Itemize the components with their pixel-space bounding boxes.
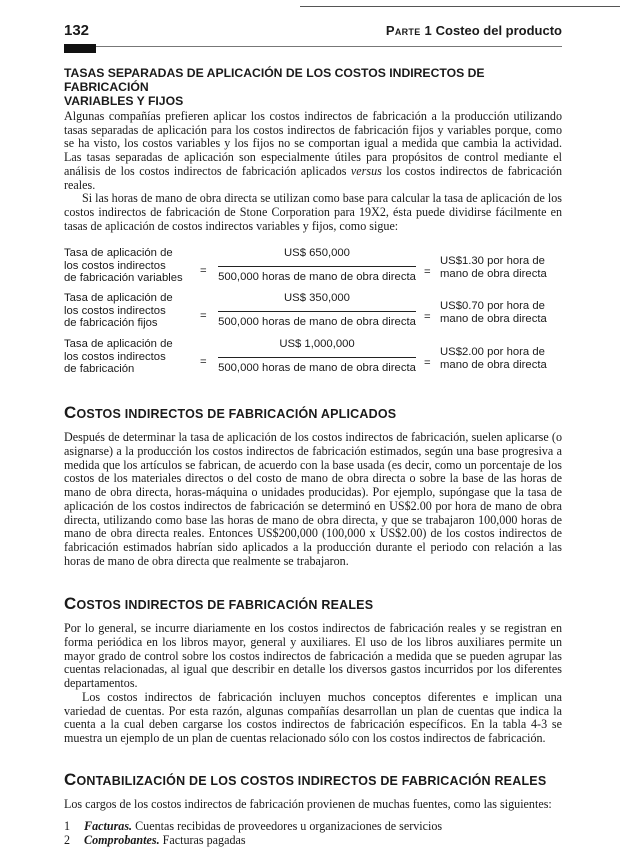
heading-line-1: TASAS SEPARADAS DE APLICACIÓN DE LOS COSTOS INDIRECTOS DE FABRICACIÓN bbox=[64, 66, 485, 94]
section-heading-actual-overhead bbox=[64, 594, 562, 614]
section4-body bbox=[64, 798, 562, 812]
paragraph: Si las horas de mano de obra directa se utilizan como base para calcular la tasa de aplicación de los costos indirectos de fabricación de Stone Corporation para 19X2, ésta puede dividirse fácilmente en tasas de aplicación de costos indirectos variables y fijos, como sigue: bbox=[64, 191, 562, 233]
result-line: US$1.30 por hora de bbox=[440, 255, 545, 268]
equals-sign: = bbox=[200, 265, 207, 278]
fraction-bar bbox=[218, 311, 416, 312]
paragraph: Por lo general, se incurre diariamente en los costos indirectos de fabricación reales y se registran en forma periódica en los libros mayor, general y auxiliares. El uso de los libros auxiliares permite un mayor grado de control sobre los costos indirectos de fabricación a medida que se pueden agrupar las cuentas relacionadas, al igual que describir en detalle los diversos gastos incurridos por los diferentes departamentos. bbox=[64, 621, 562, 691]
denominator: 500,000 horas de mano de obra directa bbox=[218, 271, 416, 284]
list-item bbox=[64, 834, 562, 848]
label-line: Tasa de aplicación de bbox=[64, 292, 173, 305]
rate-row-fixed bbox=[64, 292, 562, 334]
paragraph: Los cargos de los costos indirectos de fabricación provienen de muchas fuentes, como las siguientes: bbox=[64, 796, 552, 811]
paragraph: Los costos indirectos de fabricación incluyen muchos conceptos diferentes e implican una variedad de cuentas. Por esta razón, algunas compañías desarrollan un plan de cuentas que indica la cuenta a la cual deben cargarse los costos indirectos de fabricación específicos. En la tabla 4-3 se muestra un ejemplo de un plan de cuentas relacionado sólo con los costos indirectos de fabricación. bbox=[64, 689, 562, 745]
list-term: Facturas. bbox=[84, 819, 133, 834]
page-header bbox=[64, 22, 562, 44]
heading-initial: C bbox=[64, 594, 77, 614]
numerator: US$ 350,000 bbox=[284, 292, 350, 305]
rate-label bbox=[64, 338, 194, 376]
part-label: Parte 1 bbox=[385, 23, 432, 38]
paragraph bbox=[64, 110, 562, 192]
header-rule bbox=[64, 46, 562, 47]
section1-body bbox=[64, 110, 562, 233]
header-black-block bbox=[64, 44, 96, 53]
fraction bbox=[218, 292, 416, 329]
part-title: Costeo del producto bbox=[435, 23, 562, 38]
fraction bbox=[218, 338, 416, 375]
rate-label bbox=[64, 247, 194, 285]
section-heading-accounting-actual-overhead bbox=[64, 770, 562, 790]
paragraph-text: Algunas compañías prefieren aplicar los costos indirectos de fabricación a la producción utilizando tasas separadas de aplicación para los costos indirectos de fabricación fijos y variables porque, como se ha visto, los costos variables y los fijos no se comportan igual a medida que cambia la actividad. Las tasas separadas de aplicación son especialmente útiles para propósitos de control mediante el análisis de los costos indirectos de fabricación aplicados bbox=[64, 109, 562, 178]
equals-sign: = bbox=[200, 356, 207, 369]
rate-result bbox=[440, 300, 564, 325]
fraction-bar bbox=[218, 266, 416, 267]
equals-sign: = bbox=[424, 311, 431, 324]
result-line: mano de obra directa bbox=[440, 312, 547, 325]
numerator: US$ 1,000,000 bbox=[279, 338, 355, 351]
label-line: los costos indirectos bbox=[64, 259, 166, 272]
rate-row-total bbox=[64, 338, 562, 380]
heading-rest: OSTOS INDIRECTOS DE FABRICACIÓN APLICADOS bbox=[76, 407, 397, 422]
rate-calculation-table bbox=[64, 247, 562, 379]
rate-row-variable bbox=[64, 247, 562, 289]
section3-body bbox=[64, 622, 562, 745]
top-edge-line bbox=[300, 6, 620, 7]
section-heading-separate-rates bbox=[64, 66, 562, 108]
label-line: los costos indirectos bbox=[64, 304, 166, 317]
label-line: los costos indirectos bbox=[64, 350, 166, 363]
section-heading-applied-overhead bbox=[64, 403, 562, 423]
numerator: US$ 650,000 bbox=[284, 247, 350, 260]
rate-label bbox=[64, 292, 194, 330]
label-line: de fabricación bbox=[64, 363, 135, 376]
list-text bbox=[84, 834, 246, 848]
equals-sign: = bbox=[424, 357, 431, 370]
running-head bbox=[386, 23, 562, 38]
list-description: Cuentas recibidas de proveedores u organizaciones de servicios bbox=[132, 819, 443, 834]
label-line: de fabricación variables bbox=[64, 272, 183, 285]
equals-sign: = bbox=[200, 310, 207, 323]
result-line: mano de obra directa bbox=[440, 267, 547, 280]
heading-rest: ONTABILIZACIÓN DE LOS COSTOS INDIRECTOS DE FABRICACIÓN REALES bbox=[76, 773, 547, 788]
heading-line-2: VARIABLES Y FIJOS bbox=[64, 94, 184, 108]
list-item bbox=[64, 820, 562, 834]
list-number: 1 bbox=[64, 819, 71, 834]
heading-initial: C bbox=[64, 769, 77, 789]
rate-result bbox=[440, 346, 564, 371]
fraction-bar bbox=[218, 357, 416, 358]
fraction bbox=[218, 247, 416, 284]
heading-rest: OSTOS INDIRECTOS DE FABRICACIÓN REALES bbox=[76, 598, 374, 613]
result-line: US$0.70 por hora de bbox=[440, 300, 545, 313]
equals-sign: = bbox=[424, 266, 431, 279]
rate-result bbox=[440, 255, 564, 280]
label-line: de fabricación fijos bbox=[64, 317, 158, 330]
list-text bbox=[84, 820, 442, 834]
heading-initial: C bbox=[64, 403, 77, 423]
denominator: 500,000 horas de mano de obra directa bbox=[218, 362, 416, 375]
list-description: Facturas pagadas bbox=[159, 833, 246, 848]
label-line: Tasa de aplicación de bbox=[64, 338, 173, 351]
result-line: US$2.00 por hora de bbox=[440, 346, 545, 359]
label-line: Tasa de aplicación de bbox=[64, 247, 173, 260]
paragraph-text-end: los costos indirectos de fabricación reales. bbox=[64, 163, 562, 192]
section2-body bbox=[64, 431, 562, 568]
italic-word: versus bbox=[350, 163, 382, 178]
page-content bbox=[64, 66, 562, 848]
result-line: mano de obra directa bbox=[440, 358, 547, 371]
list-term: Comprobantes. bbox=[84, 833, 160, 848]
list-number: 2 bbox=[64, 833, 71, 848]
paragraph: Después de determinar la tasa de aplicación de los costos indirectos de fabricación, suelen aplicarse (o asignarse) a la producción los costos indirectos de fabricación estimados, según una base progresiva a medida que los artículos se fabrican, de acuerdo con la base usada (es decir, como un porcentaje de los costos de los materiales directos o del costo de mano de obra directa o sobre la base de las horas de mano de obra directa, horas-máquina o unidades producidas). Por ejemplo, supóngase que la tasa de aplicación de los costos indirectos de fabricación se determinó en US$2.00 por hora de mano de obra directa, utilizando como base las horas de mano de obra directa, y que se trabajaron 100,000 horas de mano de obra directa reales. Entonces US$200,000 (100,000 x US$2.00) de los costos indirectos de fabricación estimados habrían sido aplicados a la producción durante el periodo con relación a las horas de mano de obra directa que realmente se trabajaron. bbox=[64, 430, 562, 568]
denominator: 500,000 horas de mano de obra directa bbox=[218, 316, 416, 329]
sources-list bbox=[64, 820, 562, 847]
page-number: 132 bbox=[64, 22, 90, 39]
